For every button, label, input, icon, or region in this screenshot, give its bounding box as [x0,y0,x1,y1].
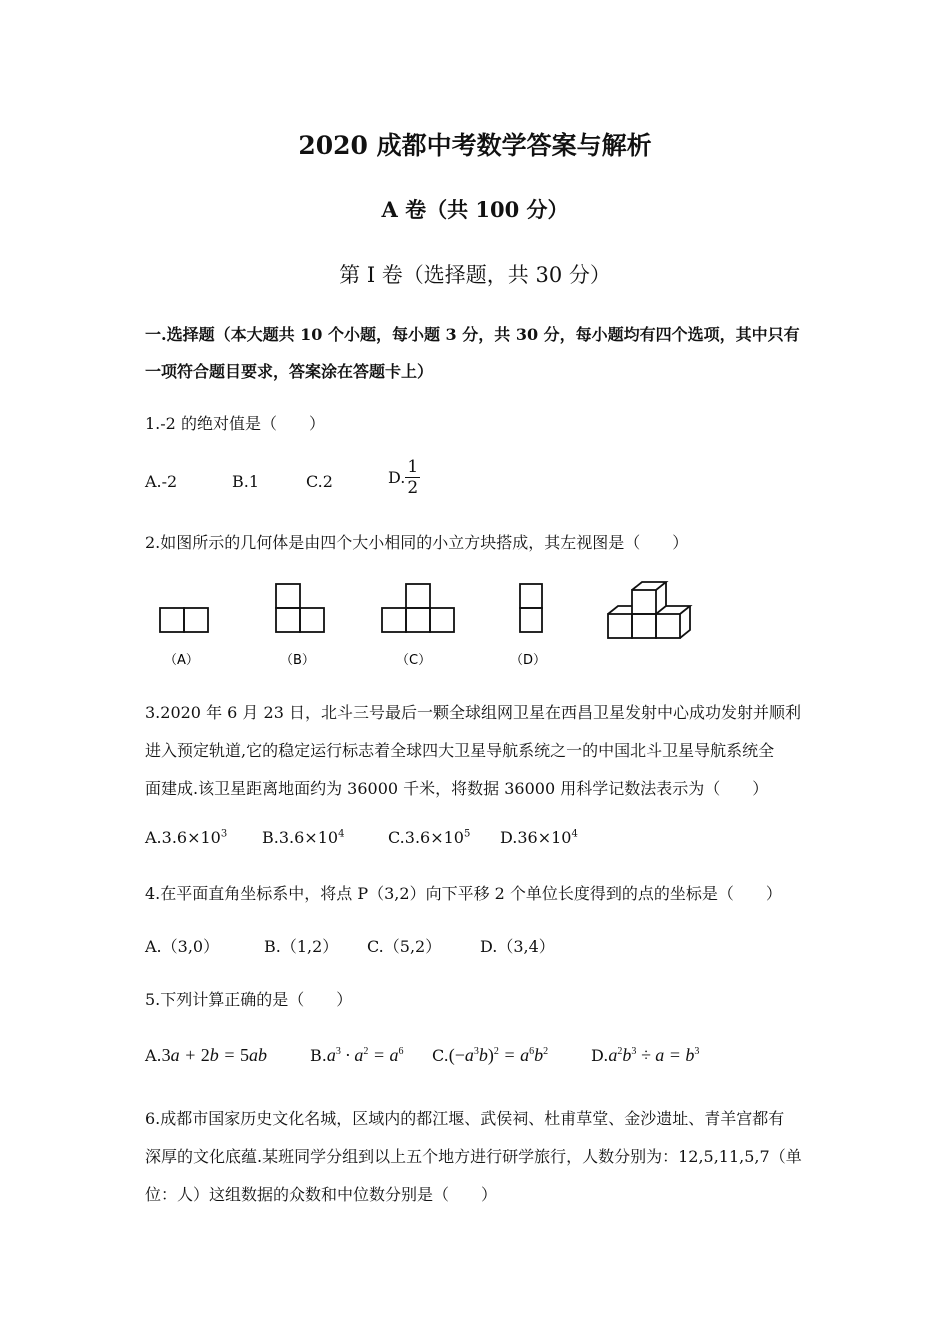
figure-label-c: （C） [396,653,432,668]
option-d-view [520,584,542,632]
q1-option-b: B.1 [232,472,260,491]
q6-line-1: 6.成都市国家历史文化名城，区域内的都江堰、武侯祠、杜甫草堂、金沙遗址、青羊宫都有 [145,1109,785,1128]
figure-label-a: （A） [164,653,199,668]
document-title: 2020 成都中考数学答案与解析 [298,131,652,160]
figure-label-d: （D） [510,653,547,668]
q5-option-b-formula: $a^3 \cdot a^2 = a^6$ [326,1045,404,1065]
option-b-view [276,584,324,632]
q5-option-c [432,1045,548,1066]
q3-option-d-exponent: 4 [571,828,578,840]
q5-option-b-prefix: B. [310,1046,327,1065]
q3-option-c-exponent: 5 [463,828,471,840]
q3-option-b-base: B.3.6×10 [262,828,339,847]
q3-option-a-base: A.3.6×10 [145,828,221,847]
q6-line-2: 深厚的文化底蕴.某班同学分组到以上五个地方进行研学旅行，人数分别为：12,5,11,5,7（单 [145,1147,802,1166]
q3-option-c-base: C.3.6×10 [388,828,464,847]
q1-option-d-prefix: D. [388,468,406,487]
q5-option-c-prefix: C. [432,1046,449,1065]
q3-option-d-base: D.36×10 [500,828,572,847]
q5-option-d-prefix: D. [591,1046,609,1065]
paper-heading: A 卷（共 100 分） [381,197,569,222]
q3-option-b [262,828,344,847]
q1-option-c: C.2 [306,472,333,491]
instructions-line-1: 一.选择题（本大题共 10 个小题，每小题 3 分，共 30 分，每小题均有四个选项，其中只有 [145,325,800,344]
q5-option-a-prefix: A. [145,1046,162,1065]
q2-stem: 2.如图所示的几何体是由四个大小相同的小立方块搭成，其左视图是（ ） [145,533,689,552]
fraction-denominator: 2 [407,478,419,498]
q3-line-1: 3.2020 年 6 月 23 日，北斗三号最后一颗全球组网卫星在西昌卫星发射中心成功发射并顺利 [145,703,801,722]
option-c-view [382,584,454,632]
q1-option-d [388,457,420,498]
option-a-view [160,608,208,632]
q3-option-a-exponent: 3 [220,828,228,840]
fraction-numerator: 1 [407,457,419,477]
q1-option-a: A.-2 [145,472,178,491]
solid-figure [608,582,690,638]
q3-option-a [145,828,227,847]
q3-option-b-exponent: 4 [338,828,345,840]
q5-option-d-formula: $a^2b^3 \div a = b^3$ [608,1045,700,1065]
figure-label-b: （B） [280,653,315,668]
q4-stem: 4.在平面直角坐标系中，将点 P（3,2）向下平移 2 个单位长度得到的点的坐标是（ ） [145,884,782,903]
q1-option-d-fraction [405,457,420,498]
q4-option-a: A.（3,0） [145,937,220,956]
q4-option-d: D.（3,4） [480,937,555,956]
q6-line-3: 位：人）这组数据的众数和中位数分别是（ ） [145,1185,498,1204]
q5-option-b [310,1045,404,1066]
q3-option-c [388,828,470,847]
q1-stem: 1.-2 的绝对值是（ ） [145,414,325,433]
q4-option-b: B.（1,2） [264,937,339,956]
q3-line-3: 面建成.该卫星距离地面约为 36000 千米，将数据 36000 用科学记数法表示为（ ） [145,779,769,798]
q5-option-d [591,1045,699,1066]
q2-figures [150,580,710,675]
section-heading: 第 I 卷（选择题，共 30 分） [339,263,611,287]
q4-option-c: C.（5,2） [367,937,442,956]
instructions-line-2: 一项符合题目要求，答案涂在答题卡上） [145,362,434,381]
q5-option-c-formula: $(-a^3b)^2 = a^6b^2$ [448,1045,549,1065]
q5-option-a [145,1045,267,1066]
q5-stem: 5.下列计算正确的是（ ） [145,990,353,1009]
q5-option-a-formula: 3a + 2b = 5ab [161,1045,267,1065]
q3-option-d [500,828,578,847]
q3-line-2: 进入预定轨道,它的稳定运行标志着全球四大卫星导航系统之一的中国北斗卫星导航系统全 [145,741,775,760]
